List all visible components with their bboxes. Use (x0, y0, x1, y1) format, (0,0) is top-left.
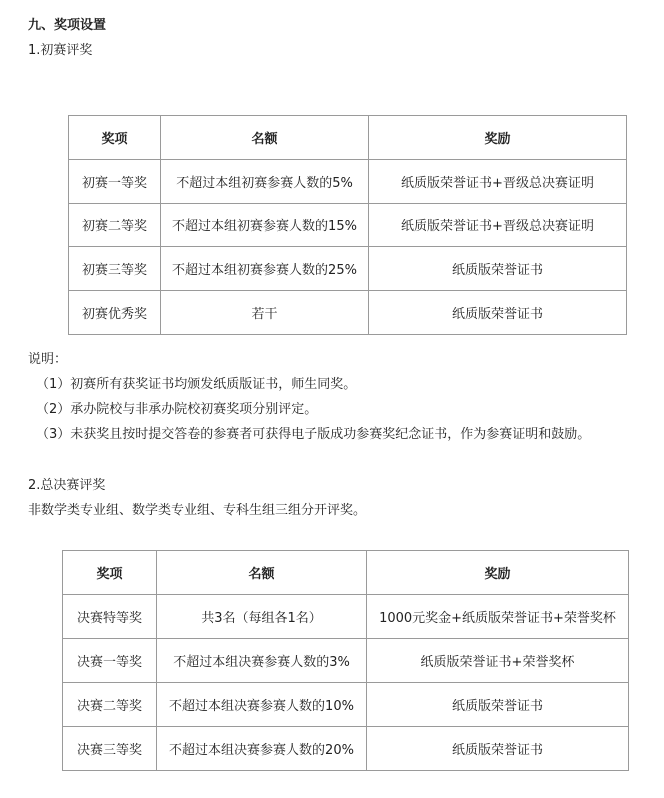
table-row (63, 727, 629, 771)
quota-cell: 若干 (161, 291, 369, 335)
table-header-row (69, 116, 627, 160)
table-row (69, 203, 627, 247)
quota-cell: 不超过本组初赛参赛人数的15% (161, 203, 369, 247)
table-header-row (63, 551, 629, 595)
prelim-title: 1.初赛评奖 (28, 43, 93, 58)
table-row (69, 291, 627, 335)
award-cell: 决赛一等奖 (63, 639, 157, 683)
award-cell: 初赛三等奖 (69, 247, 161, 291)
table-row (69, 247, 627, 291)
reward-cell: 纸质版荣誉证书+晋级总决赛证明 (369, 159, 627, 203)
header-reward: 奖励 (367, 551, 629, 595)
award-cell: 初赛优秀奖 (69, 291, 161, 335)
header-quota: 名额 (161, 116, 369, 160)
note-item: （2）承办院校与非承办院校初赛奖项分别评定。 (36, 402, 318, 417)
quota-cell: 不超过本组决赛参赛人数的3% (157, 639, 367, 683)
reward-cell: 纸质版荣誉证书 (367, 683, 629, 727)
quota-cell: 不超过本组决赛参赛人数的20% (157, 727, 367, 771)
quota-cell: 不超过本组初赛参赛人数的25% (161, 247, 369, 291)
reward-cell: 纸质版荣誉证书+荣誉奖杯 (367, 639, 629, 683)
table-row (63, 683, 629, 727)
award-cell: 决赛特等奖 (63, 595, 157, 639)
table-row (69, 159, 627, 203)
reward-cell: 1000元奖金+纸质版荣誉证书+荣誉奖杯 (367, 595, 629, 639)
award-cell: 决赛三等奖 (63, 727, 157, 771)
award-cell: 决赛二等奖 (63, 683, 157, 727)
final-subtitle: 非数学类专业组、数学类专业组、专科生组三组分开评奖。 (28, 503, 367, 518)
note-item: （1）初赛所有获奖证书均颁发纸质版证书，师生同奖。 (36, 377, 357, 392)
header-quota: 名额 (157, 551, 367, 595)
header-reward: 奖励 (369, 116, 627, 160)
final-title: 2.总决赛评奖 (28, 478, 106, 493)
table-row (63, 595, 629, 639)
note-item: （3）未获奖且按时提交答卷的参赛者可获得电子版成功参赛奖纪念证书，作为参赛证明和鼓励。 (36, 427, 591, 442)
quota-cell: 共3名（每组各1名） (157, 595, 367, 639)
quota-cell: 不超过本组初赛参赛人数的5% (161, 159, 369, 203)
final-award-table (62, 550, 629, 771)
award-cell: 初赛一等奖 (69, 159, 161, 203)
header-award: 奖项 (63, 551, 157, 595)
section-title: 九、奖项设置 (28, 18, 107, 33)
notes-title: 说明： (28, 352, 68, 367)
reward-cell: 纸质版荣誉证书 (367, 727, 629, 771)
reward-cell: 纸质版荣誉证书+晋级总决赛证明 (369, 203, 627, 247)
quota-cell: 不超过本组决赛参赛人数的10% (157, 683, 367, 727)
prelim-award-table (68, 115, 627, 335)
award-cell: 初赛二等奖 (69, 203, 161, 247)
reward-cell: 纸质版荣誉证书 (369, 291, 627, 335)
table-row (63, 639, 629, 683)
header-award: 奖项 (69, 116, 161, 160)
reward-cell: 纸质版荣誉证书 (369, 247, 627, 291)
